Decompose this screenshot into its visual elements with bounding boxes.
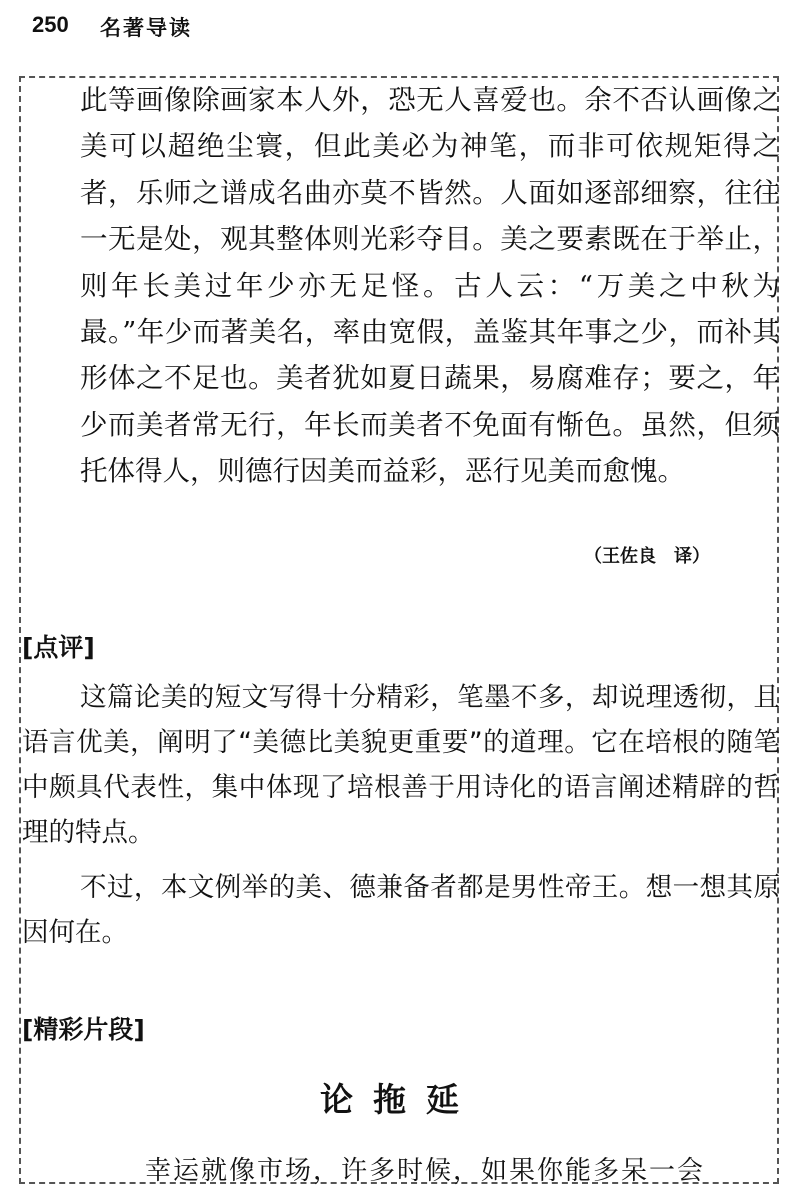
commentary-paragraph: 不过，本文例举的美、德兼备者都是男性帝王。想一想其原因何在。 [22, 872, 780, 948]
translated-quote-paragraph: 此等画像除画家本人外，恐无人喜爱也。余不否认画像之美可以超绝尘寰，但此美必为神笔，而非可依规矩得之者，乐师之谱成名曲亦莫不皆然。人面如逐部细察，往往一无是处，观其整体则光彩夺目。美之要素既在于举止，则年长美过年少亦无足怪。古人云：“万美之中秋为最。”年少而著美名，率由宽假，盖鉴其年事之少，而补其形体之不足也。美者犹如夏日蔬果，易腐难存；要之，年少而美者常无行，年长而美者不免面有惭色。虽然，但须托体得人，则德行因美而益彩，恶行见美而愈愧。 [80, 84, 780, 488]
excerpt-heading: [精彩片段] [22, 1015, 145, 1044]
excerpt-first-line: 幸运就像市场，许多时候，如果你能多呆一会 [145, 1156, 706, 1186]
commentary-paragraph: 这篇论美的短文写得十分精彩，笔墨不多，却说理透彻，且语言优美，阐明了“美德比美貌更重要”的道理。它在培根的随笔中颇具代表性，集中体现了培根善于用诗化的语言阐述精辟的哲理的特点。 [22, 682, 780, 848]
essay-title: 论拖延 [320, 1080, 479, 1119]
translator-credit: （王佐良 译） [584, 546, 710, 567]
page-number: 250 [32, 12, 69, 37]
commentary-heading: [点评] [22, 633, 95, 662]
book-title: 名著导读 [100, 16, 192, 40]
